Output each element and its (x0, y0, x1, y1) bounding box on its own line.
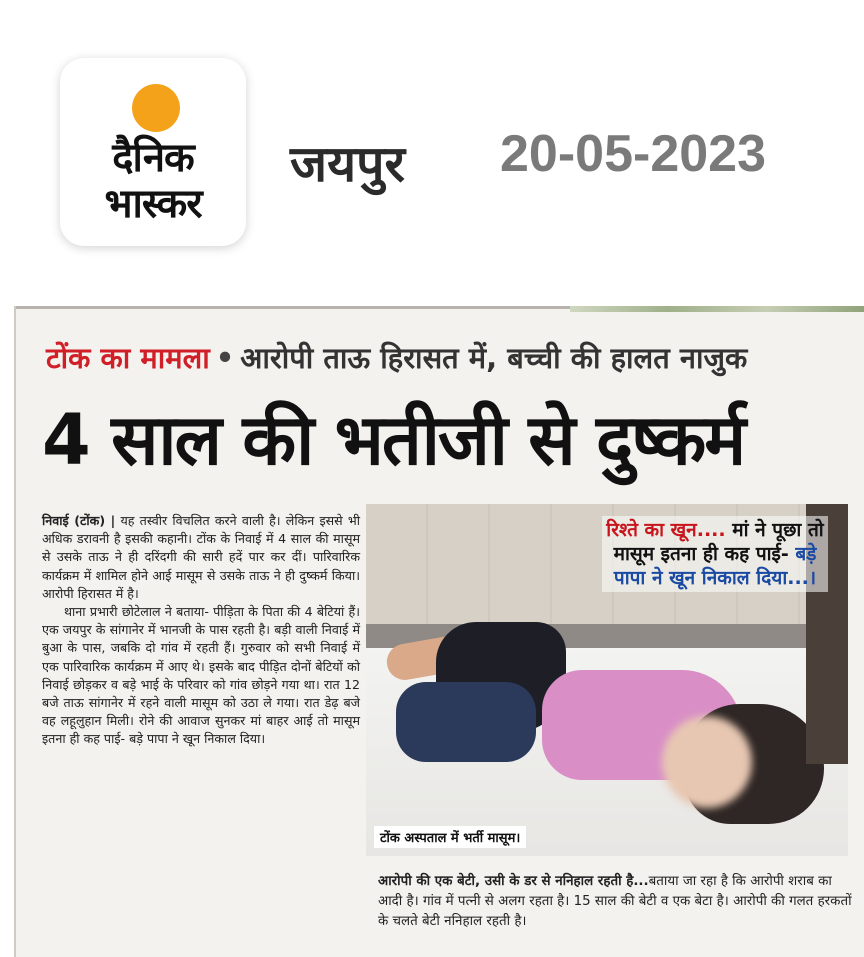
story-para-1 (42, 512, 360, 603)
adjacent-photo-strip (570, 306, 864, 312)
callout-text: मां ने पूछा तो मासूम इतना ही कह पाई- (613, 519, 824, 565)
photo-figure-shorts (396, 682, 536, 762)
logo-text-bhaskar: भास्कर (104, 181, 202, 227)
callout-red: रिश्ते का खून.... (606, 519, 726, 541)
story-body (42, 512, 360, 749)
edition-date: 20-05-2023 (500, 125, 766, 183)
para-1-text: यह तस्वीर विचलित करने वाली है। लेकिन इससे भी अधिक डरावनी है इसकी कहानी। टोंक के निवाई में 4 साल की मासूम से उसके ताऊ ने ही दरिंदगी की सारी हदें पार कर दीं। पारिवारिक कार्यक्रम में शामिल होने आई मासूम से उसके ताऊ ने ही दुष्कर्म किया। आरोपी हिरासत में है। (42, 513, 360, 601)
photo-note-lead: आरोपी की एक बेटी, उसी के डर से ननिहाल रहती है... (378, 874, 649, 889)
dateline: निवाई (टोंक) | (42, 513, 116, 528)
photo-caption: टोंक अस्पताल में भर्ती मासूम। (374, 826, 526, 848)
callout-blue: बड़े पापा ने खून निकाल दिया...। (613, 543, 817, 589)
kicker-label: टोंक का मामला (46, 341, 210, 375)
photo-note-text: बताया जा रहा है कि आरोपी शराब का आदी है। गांव में पत्नी से अलग रहता है। 15 साल की बेटी व एक बेटा है। आरोपी की गलत हरकतों के चलते बेटी ननिहाल रहती है। (378, 874, 852, 929)
kicker-text: आरोपी ताऊ हिरासत में, बच्ची की हालत नाजुक (240, 341, 748, 375)
news-photo (366, 504, 848, 856)
sun-logo-icon (132, 84, 180, 132)
headline: 4 साल की भतीजी से दुष्कर्म (42, 399, 745, 481)
bullet-icon: • (215, 341, 235, 375)
kicker (46, 338, 846, 377)
news-clipping (14, 306, 864, 957)
photo-blurred-face (662, 716, 752, 808)
logo-text-dainik: दैनिक (112, 135, 194, 181)
top-rule (14, 306, 574, 309)
dainik-bhaskar-logo[interactable] (60, 58, 246, 246)
edition-city: जयपुर (290, 135, 405, 193)
story-para-2: थाना प्रभारी छोटेलाल ने बताया- पीड़िता के पिता की 4 बेटियां हैं। एक जयपुर के सांगानेर में भानजी के पास रहती है। बड़ी वाली निवाई में बुआ के पास, जबकि दो गांव में रहती हैं। गुरुवार को सभी निवाई में एक पारिवारिक कार्यक्रम में आए थे। इसके बाद पीड़ित दोनों बेटियों को निवाई छोड़कर व बड़े भाई के परिवार को गांव छोड़ने गया था। रात 12 बजे ताऊ सांगानेर में रहने वाली मासूम को उठा ले गया। रात डेढ़ बजे वह लहूलुहान मिली। रोने की आवाज सुनकर मां बाहर आई तो मासूम इतना ही कह पाई- बड़े पापा ने खून निकाल दिया। (42, 604, 360, 747)
photo-callout (602, 516, 828, 592)
left-rule (14, 306, 16, 957)
photo-note (378, 872, 854, 932)
